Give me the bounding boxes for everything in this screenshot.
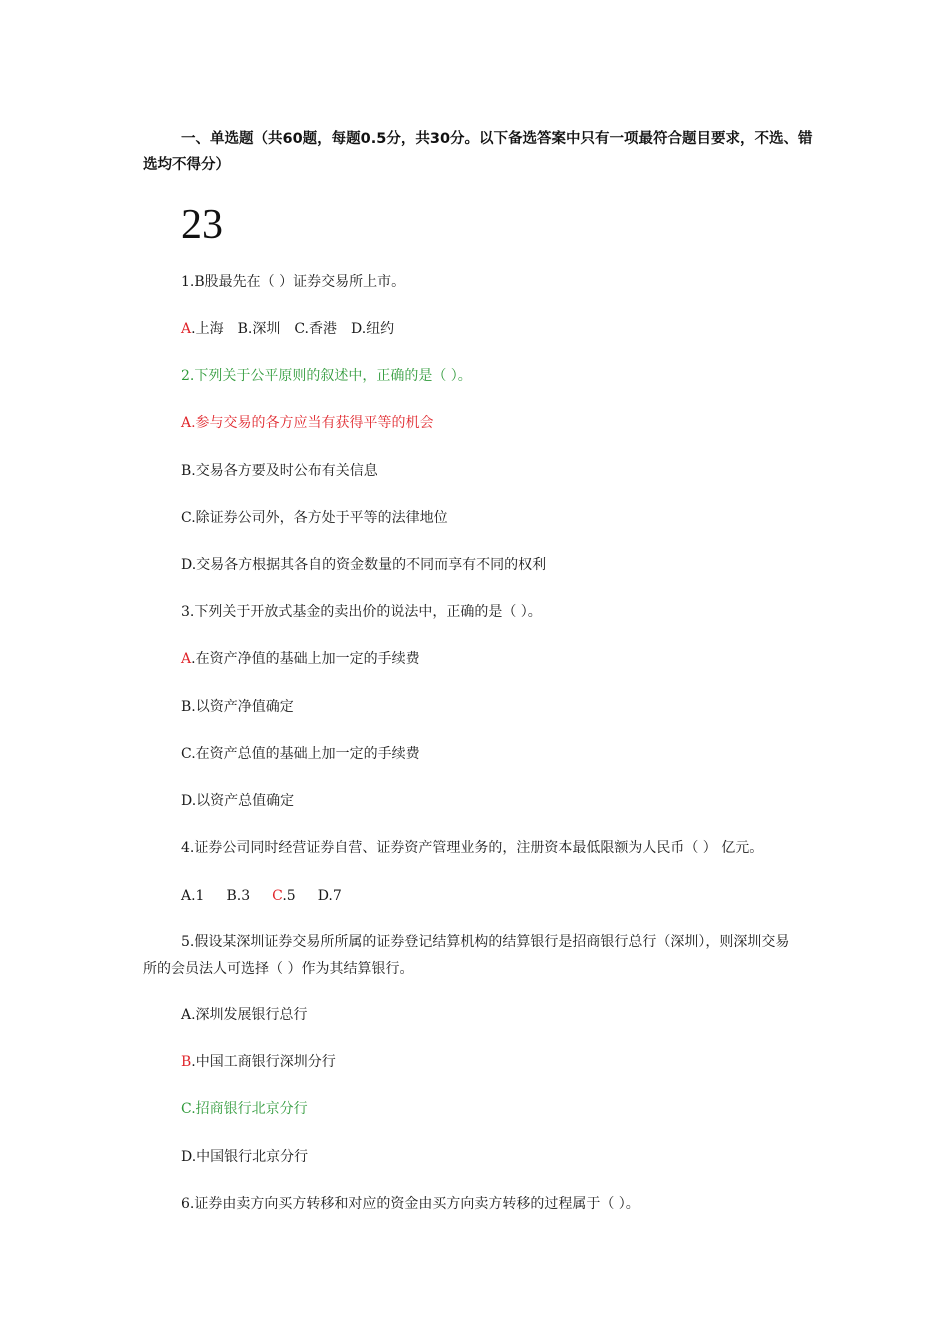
q5-option-b [181,1052,336,1072]
q1-option-c: C.香港 [294,321,337,337]
q1-option-d: D.纽约 [351,321,395,337]
section-heading: 一、单选题（共60题，每题0.5分，共30分。以下备选答案中只有一项最符合题目要求，不选、错选均不得分） [143,131,813,173]
question-2-stem: 2.下列关于公平原则的叙述中，正确的是（ ）。 [181,368,472,384]
q5-option-b-text: .中国工商银行深圳分行 [191,1054,336,1070]
question-1-options [181,319,394,339]
q2-option-c: C.除证券公司外，各方处于平等的法律地位 [181,510,448,526]
q5-option-c: C.招商银行北京分行 [181,1101,308,1117]
q1-option-b: B.深圳 [237,321,281,337]
q5-option-d: D.中国银行北京分行 [181,1149,309,1165]
q4-option-c-text: .5 [282,888,296,904]
q2-option-a: A.参与交易的各方应当有获得平等的机会 [181,415,434,431]
q1-option-a-letter: A [181,321,192,337]
q5-option-a: A.深圳发展银行总行 [181,1007,308,1023]
question-4-stem: 4.证券公司同时经营证券自营、证券资产管理业务的，注册资本最低限额为人民币（ ） 亿元。 [181,840,764,856]
q2-option-b: B.交易各方要及时公布有关信息 [181,463,378,479]
q4-option-a: A.1 [181,888,205,904]
q4-option-b: B.3 [226,888,251,904]
q3-option-d: D.以资产总值确定 [181,793,295,809]
q5-option-b-letter: B [181,1054,192,1070]
q3-option-a-text: .在资产净值的基础上加一定的手续费 [191,651,420,667]
q4-option-c-letter: C [272,888,283,904]
q3-option-a [181,649,420,669]
question-6-stem: 6.证券由卖方向买方转移和对应的资金由买方向卖方转移的过程属于（ ）。 [181,1196,640,1212]
q2-option-d: D.交易各方根据其各自的资金数量的不同而享有不同的权利 [181,557,547,573]
q1-option-a-text: .上海 [191,321,224,337]
question-3-stem: 3.下列关于开放式基金的卖出价的说法中，正确的是（ ）。 [181,604,542,620]
question-5-stem: 5.假设某深圳证券交易所所属的证券登记结算机构的结算银行是招商银行总行（深圳），则深圳交易所的会员法人可选择（ ）作为其结算银行。 [143,934,790,977]
q4-option-d: D.7 [317,888,342,904]
question-4-options [181,886,342,906]
q3-option-a-letter: A [181,651,192,667]
question-1-stem: 1.B股最先在（ ）证券交易所上市。 [181,274,406,290]
page-number: 23 [181,202,223,248]
q3-option-c: C.在资产总值的基础上加一定的手续费 [181,746,420,762]
q3-option-b: B.以资产净值确定 [181,699,294,715]
